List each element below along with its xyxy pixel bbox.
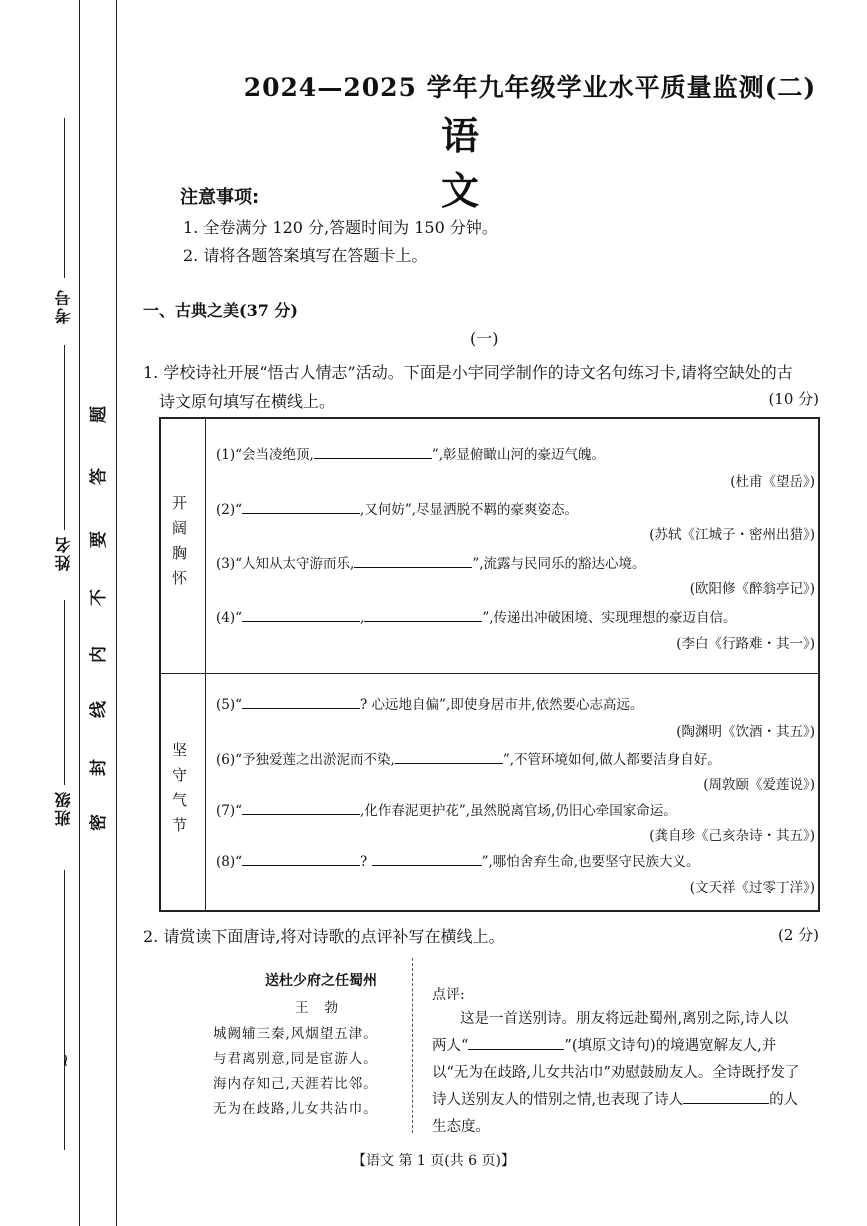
poem-line: 无为在歧路,儿女共沾巾。 <box>213 1101 378 1117</box>
seal-char: 线 <box>89 701 109 718</box>
answer-blank[interactable] <box>395 749 503 764</box>
item-7: (7)“ ,化作春泥更护花”,虽然脱离官场,仍旧心牵国家命运。 <box>216 799 677 819</box>
exam-no-label: 考号 <box>54 288 73 324</box>
exam-title: 2024—2025 学年九年级学业水平质量监测(二) <box>243 73 817 102</box>
poem-line: 海内存知己,天涯若比邻。 <box>213 1076 378 1092</box>
page-footer: 【语文 第 1 页(共 6 页)】 <box>352 1153 515 1169</box>
item-source: (杜甫《望岳》) <box>730 474 815 490</box>
seal-char: 内 <box>89 646 109 663</box>
item-5: (5)“ ? 心远地自偏”,即使身居市井,依然要心志高远。 <box>216 693 644 713</box>
answer-blank[interactable] <box>242 499 360 514</box>
part-mark: (一) <box>470 329 499 348</box>
item-6: (6)“予独爱莲之出淤泥而不染, ”,不管环境如何,做人都要洁身自好。 <box>216 748 721 768</box>
question-1-line1: 1. 学校诗社开展“悟古人情志”活动。下面是小宇同学制作的诗文名句练习卡,请将空缺处的古 <box>143 363 793 382</box>
review-text: 这是一首送别诗。朋友将远赴蜀州,离别之际,诗人以两人“ ”(填原文诗句)的境遇宽解友人,并以“无为在歧路,儿女共沾巾”劝慰鼓励友人。全诗既抒发了诗人送别友人的惜别之情,也表现了诗人 的人生态度。 <box>432 1011 800 1135</box>
item-source: (欧阳修《醉翁亭记》) <box>689 581 815 597</box>
question-2: 2. 请赏读下面唐诗,将对诗歌的点评补写在横线上。 <box>143 927 505 946</box>
question-1 <box>143 358 833 416</box>
poem-line: 与君离别意,同是宦游人。 <box>213 1051 378 1067</box>
column-separator <box>412 958 413 1133</box>
extra-blank <box>64 870 65 1150</box>
notice-item: 1. 全卷满分 120 分,答题时间为 150 分钟。 <box>183 218 498 237</box>
answer-blank[interactable] <box>314 444 432 459</box>
item-source: (周敦颐《爱莲说》) <box>703 777 815 793</box>
item-source: (龚自珍《己亥杂诗・其五》) <box>649 828 815 844</box>
seal-char: 封 <box>89 759 109 776</box>
subject-title: 语文 <box>440 113 559 213</box>
item-1: (1)“会当凌绝顶, ”,彰显俯瞰山河的豪迈气魄。 <box>216 443 605 463</box>
answer-blank[interactable] <box>242 694 360 709</box>
seal-char: 题 <box>89 406 109 423</box>
name-label: 姓名 <box>54 535 73 571</box>
card-divider <box>159 673 820 674</box>
item-source: (李白《行路难・其一》) <box>676 636 815 652</box>
binding-line-left <box>79 0 80 1226</box>
item-3: (3)“人知从太守游而乐, ”,流露与民同乐的豁达心境。 <box>216 552 646 572</box>
seal-char: 答 <box>89 468 109 485</box>
poem-line: 城阙辅三秦,风烟望五津。 <box>213 1026 378 1042</box>
exam-no-blank[interactable] <box>64 118 65 278</box>
question-1-score: (10 分) <box>768 390 819 408</box>
seal-char: 不 <box>89 589 109 606</box>
seal-char: 密 <box>89 814 109 831</box>
answer-blank[interactable] <box>242 851 360 866</box>
question-2-score: (2 分) <box>777 926 819 944</box>
item-4: (4)“ , ”,传递出冲破困境、实现理想的豪迈自信。 <box>216 606 737 626</box>
item-8: (8)“ ? ”,哪怕舍弃生命,也要坚守民族大义。 <box>216 850 700 870</box>
seal-char: 要 <box>89 531 109 548</box>
answer-blank[interactable] <box>242 800 360 815</box>
answer-blank[interactable] <box>354 553 472 568</box>
answer-blank[interactable] <box>468 1035 564 1050</box>
class-label: 班级 <box>54 790 73 826</box>
review-label: 点评: <box>432 987 465 1003</box>
section-heading: 一、古典之美(37 分) <box>143 301 298 320</box>
name-blank[interactable] <box>64 345 65 530</box>
margin-mark: ~ <box>55 1052 77 1069</box>
binding-line-right <box>116 0 117 1226</box>
item-2: (2)“ ,又何妨”,尽显洒脱不羁的豪爽姿态。 <box>216 498 578 518</box>
answer-blank[interactable] <box>372 851 482 866</box>
question-1-line2: 诗文原句填写在横线上。 <box>159 392 336 411</box>
answer-blank[interactable] <box>683 1089 769 1104</box>
group-label: 开阔胸怀 <box>170 495 188 595</box>
card-divider <box>205 417 206 912</box>
item-source: (苏轼《江城子・密州出猎》) <box>649 527 815 543</box>
notice-item: 2. 请将各题答案填写在答题卡上。 <box>183 246 428 265</box>
poem-author: 王勃 <box>295 1000 354 1016</box>
poem-title: 送杜少府之任蜀州 <box>265 973 377 989</box>
group-label: 坚守气节 <box>170 742 188 842</box>
answer-blank[interactable] <box>364 607 482 622</box>
item-source: (文天祥《过零丁洋》) <box>689 880 815 896</box>
item-source: (陶渊明《饮酒・其五》) <box>676 724 815 740</box>
class-blank[interactable] <box>64 600 65 785</box>
notice-heading: 注意事项: <box>180 187 260 208</box>
answer-blank[interactable] <box>242 607 360 622</box>
